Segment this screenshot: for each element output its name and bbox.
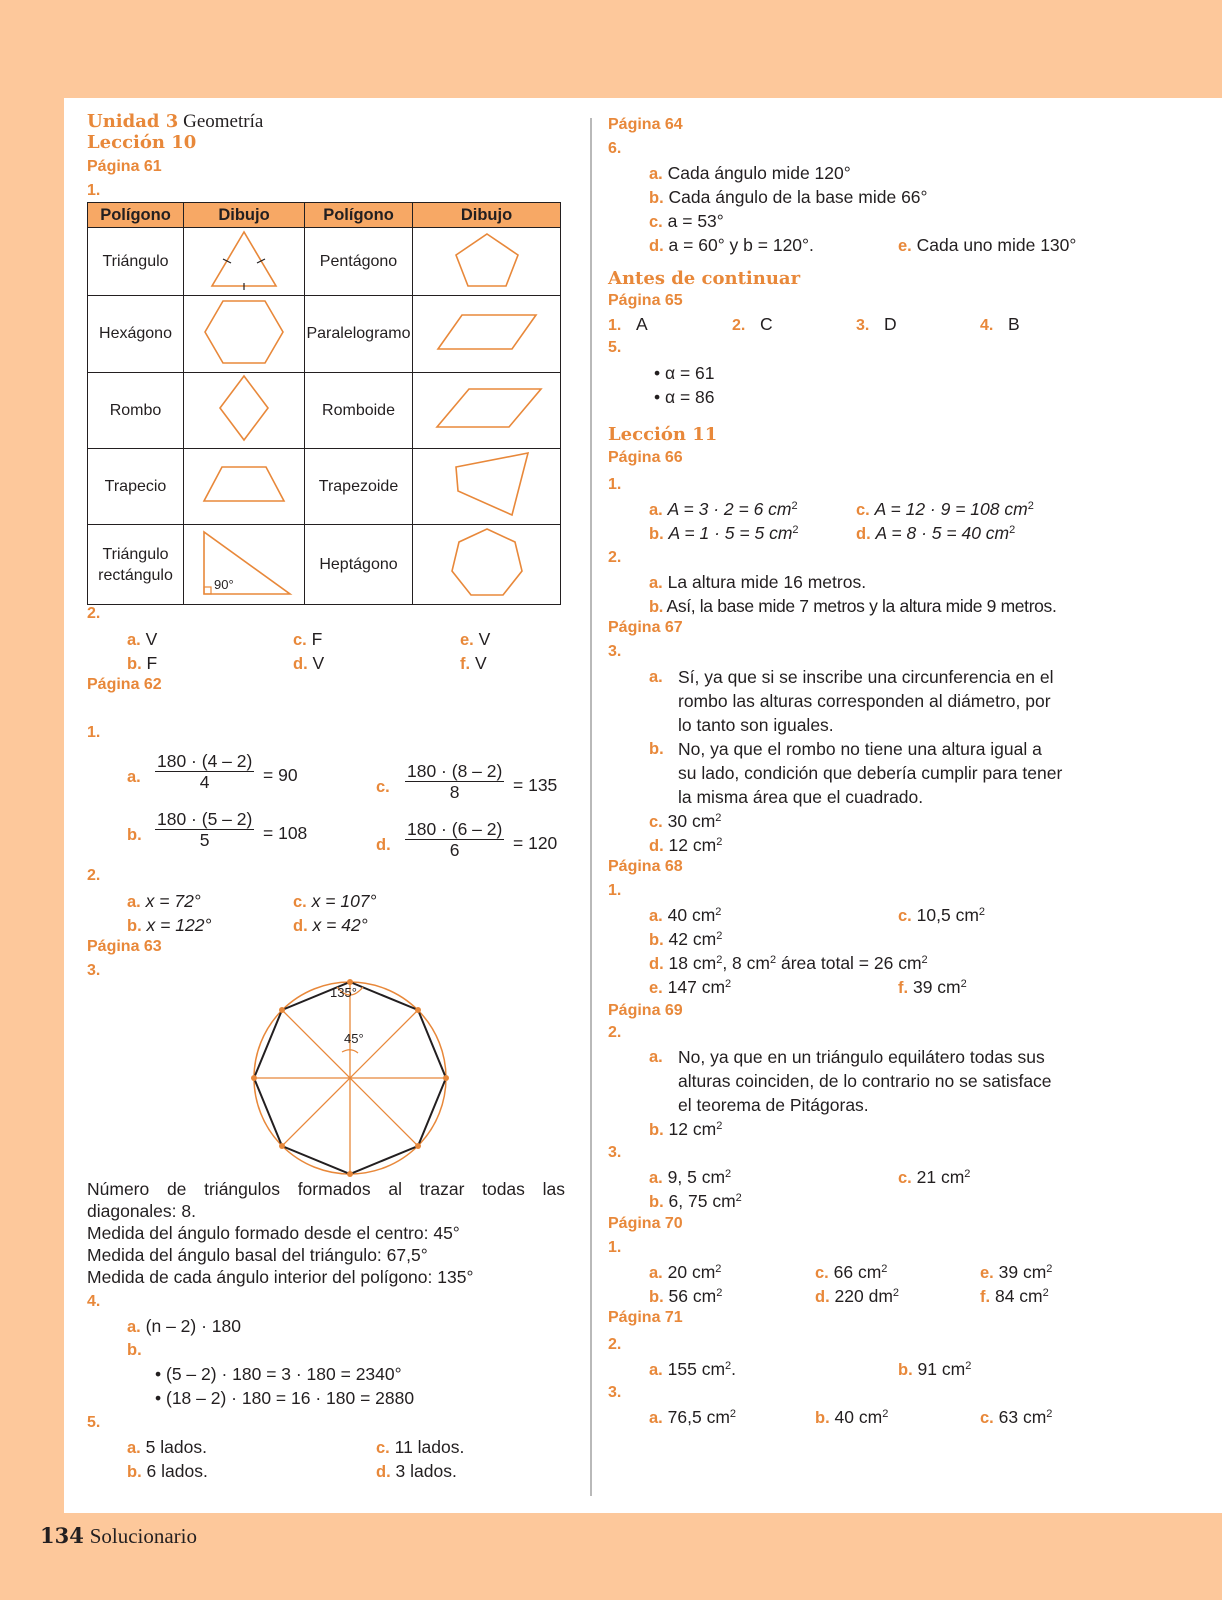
item-letter: a. xyxy=(649,668,663,686)
list-item: 3. D xyxy=(856,314,897,334)
list-item: c. 21 $cm^2$ xyxy=(898,1167,971,1187)
trapezoid-drawing xyxy=(184,449,305,525)
page-ref: Página 70 xyxy=(608,1215,683,1232)
list-item: c. 30 $cm^2$ xyxy=(649,811,722,831)
bullet-item: • α = 86 xyxy=(654,387,715,407)
list-item: c. 10,5 $cm^2$ xyxy=(898,905,986,925)
page-ref: Página 71 xyxy=(608,1309,683,1326)
fraction-result: = 135 xyxy=(513,775,558,795)
question-number: 4. xyxy=(87,1293,101,1310)
bullet-item: • (18 – 2) · 180 = 16 · 180 = 2880 xyxy=(155,1388,415,1408)
octagon-diagram xyxy=(245,977,455,1179)
fraction: $\frac{180 \cdot (5 - 2)}{5}$ xyxy=(157,809,253,850)
list-item: d. V xyxy=(293,653,325,673)
list-item: a. x = 72° xyxy=(127,891,201,911)
list-item: a. 20 $cm^2$ xyxy=(649,1262,722,1282)
list-item: a. 40 $cm^2$ xyxy=(649,905,722,925)
list-item: c. A = 12 · 9 = 108 $cm^2$ xyxy=(856,499,1034,519)
question-number: 3. xyxy=(608,1384,622,1401)
list-item: e. Cada uno mide 130° xyxy=(898,235,1077,255)
list-item: a. V xyxy=(127,629,158,649)
lesson-heading: Lección 11 xyxy=(608,424,718,445)
parallelogram-drawing xyxy=(413,296,561,373)
octagon-center-angle-label: 45° xyxy=(344,1031,364,1046)
list-item: c. 11 lados. xyxy=(376,1437,465,1457)
question-number: 1. xyxy=(87,182,101,199)
list-item: b. 6 lados. xyxy=(127,1461,208,1481)
list-item: a. 155 $cm^2$. xyxy=(649,1359,737,1379)
paragraph-line: rombo las alturas corresponden al diámetro, por xyxy=(678,691,1051,711)
page-ref: Página 64 xyxy=(608,116,683,133)
fraction-result: = 120 xyxy=(513,833,558,853)
list-item: b. A = 1 · 5 = 5 $cm^2$ xyxy=(649,523,799,543)
polygon-name-text: Triángulo rectángulo xyxy=(98,545,173,584)
list-item: 2. C xyxy=(732,314,773,334)
list-item: b. Así, la base mide 7 metros y la altura mide 9 metros. xyxy=(649,596,1057,616)
question-number: 2. xyxy=(608,549,622,566)
polygon-name: Trapezoide xyxy=(305,449,413,525)
table-row xyxy=(88,449,561,525)
list-item: b. 12 $cm^2$ xyxy=(649,1119,723,1139)
fraction-result: = 90 xyxy=(263,765,298,785)
list-item: d. x = 42° xyxy=(293,915,368,935)
polygon-name xyxy=(88,525,184,605)
list-item: d. a = 60° y b = 120°. xyxy=(649,235,814,255)
paragraph-line: alturas coinciden, de lo contrario no se satisface xyxy=(678,1071,1052,1091)
paragraph-line: su lado, condición que debería cumplir para tener xyxy=(678,763,1063,783)
heptagon-drawing xyxy=(413,525,561,605)
list-item: d. 18 $cm^2$, 8 $cm^2$ área total = 26 $cm^2$ xyxy=(649,953,928,973)
fraction-result: = 108 xyxy=(263,823,308,843)
rhombus-drawing xyxy=(184,373,305,449)
list-item: a. Cada ángulo mide 120° xyxy=(649,163,851,183)
list-item: a. La altura mide 16 metros. xyxy=(649,572,867,592)
polygon-name: Pentágono xyxy=(305,228,413,296)
question-number: 1. xyxy=(608,476,622,493)
polygon-name: Heptágono xyxy=(305,525,413,605)
list-item: d. 220 $dm^2$ xyxy=(815,1286,900,1306)
list-item: a. 9, 5 $cm^2$ xyxy=(649,1167,732,1187)
list-item: b. 56 $cm^2$ xyxy=(649,1286,723,1306)
page-ref: Página 62 xyxy=(87,676,162,693)
column-header: Dibujo xyxy=(413,203,561,228)
list-item: b. Cada ángulo de la base mide 66° xyxy=(649,187,928,207)
polygon-table xyxy=(87,202,561,605)
paragraph-line: la misma área que el cuadrado. xyxy=(678,787,924,807)
list-item: c. x = 107° xyxy=(293,891,377,911)
column-header: Polígono xyxy=(88,203,184,228)
fraction: $\frac{180 \cdot (6 - 2)}{6}$ xyxy=(407,819,503,860)
list-item: b. 42 $cm^2$ xyxy=(649,929,723,949)
list-item: e. 147 $cm^2$ xyxy=(649,977,732,997)
list-item: a. (n – 2) · 180 xyxy=(127,1316,241,1336)
paragraph-line: el teorema de Pitágoras. xyxy=(678,1095,869,1115)
item-letter: a. xyxy=(127,768,141,786)
item-letter: a. xyxy=(649,1048,663,1066)
question-number: 2. xyxy=(608,1336,622,1353)
item-letter: c. xyxy=(376,778,390,796)
polygon-name: Trapecio xyxy=(88,449,184,525)
list-item: a. 76,5 $cm^2$ xyxy=(649,1407,737,1427)
pentagon-drawing xyxy=(413,228,561,296)
list-item: d. 12 $cm^2$ xyxy=(649,835,723,855)
item-letter: b. xyxy=(649,740,664,758)
column-divider xyxy=(590,118,592,1496)
lesson-heading: Lección 10 xyxy=(87,132,197,153)
list-item: b. 91 $cm^2$ xyxy=(898,1359,972,1379)
page-ref: Página 69 xyxy=(608,1002,683,1019)
trapezoid-irregular-drawing xyxy=(413,449,561,525)
hexagon-drawing xyxy=(184,296,305,373)
page-ref: Página 67 xyxy=(608,619,683,636)
page-ref: Página 68 xyxy=(608,858,683,875)
list-item: c. 63 $cm^2$ xyxy=(980,1407,1053,1427)
rhomboid-drawing xyxy=(413,373,561,449)
page-ref: Página 66 xyxy=(608,449,683,466)
list-item: e. V xyxy=(460,629,491,649)
question-number: 3. xyxy=(87,962,101,979)
question-number: 3. xyxy=(608,1144,622,1161)
paragraph-line: No, ya que en un triángulo equilátero todas sus xyxy=(678,1047,1045,1067)
paragraph-line: Medida del ángulo formado desde el centro: 45° xyxy=(87,1223,460,1243)
triangle-drawing xyxy=(184,228,305,296)
table-row xyxy=(88,296,561,373)
polygon-name: Rombo xyxy=(88,373,184,449)
item-letter: d. xyxy=(376,836,391,854)
paragraph-line: diagonales: 8. xyxy=(87,1201,196,1221)
fraction: $\frac{180 \cdot (8 - 2)}{8}$ xyxy=(407,761,503,802)
section-heading: Antes de continuar xyxy=(608,268,801,289)
page-ref: Página 61 xyxy=(87,158,162,175)
paragraph-line: Medida de cada ángulo interior del polígono: 135° xyxy=(87,1267,474,1287)
list-item: a. 5 lados. xyxy=(127,1437,207,1457)
list-item: d. A = 8 · 5 = 40 $cm^2$ xyxy=(856,523,1016,543)
page-footer xyxy=(40,1523,197,1549)
list-item: b. x = 122° xyxy=(127,915,212,935)
page-ref: Página 63 xyxy=(87,938,162,955)
list-item: a. A = 3 · 2 = 6 $cm^2$ xyxy=(649,499,798,519)
list-item: c. F xyxy=(293,629,323,649)
polygon-name: Hexágono xyxy=(88,296,184,373)
question-number: 1. xyxy=(608,1239,622,1256)
list-item: b. F xyxy=(127,653,158,673)
bullet-item: • α = 61 xyxy=(654,363,715,383)
table-header-row xyxy=(88,203,561,228)
question-number: 5. xyxy=(87,1414,101,1431)
list-item: f. V xyxy=(460,653,487,673)
footer-section: Solucionario xyxy=(89,1524,198,1548)
question-number: 2. xyxy=(608,1024,622,1041)
paragraph-line: No, ya que el rombo no tiene una altura igual a xyxy=(678,739,1042,759)
item-letter: b. xyxy=(127,826,142,844)
right-angle-label: 90° xyxy=(214,577,234,592)
column-header: Dibujo xyxy=(184,203,305,228)
list-item: c. a = 53° xyxy=(649,211,724,231)
list-item: 1. A xyxy=(608,314,648,334)
paragraph-line: Medida del ángulo basal del triángulo: 67,5° xyxy=(87,1245,428,1265)
list-item: d. 3 lados. xyxy=(376,1461,457,1481)
table-row xyxy=(88,373,561,449)
page-number: 134 xyxy=(40,1523,84,1548)
polygon-name: Triángulo xyxy=(88,228,184,296)
paragraph-line: Sí, ya que si se inscribe una circunferencia en el xyxy=(678,667,1054,687)
list-item: 4. B xyxy=(980,314,1020,334)
polygon-name: Paralelogramo xyxy=(305,296,413,373)
paragraph-line: lo tanto son iguales. xyxy=(678,715,834,735)
paragraph-line: Número de triángulos formados al trazar todas las xyxy=(87,1179,565,1199)
fraction: $\frac{180 \cdot (4 - 2)}{4}$ xyxy=(157,751,253,792)
item-letter: b. xyxy=(127,1341,142,1359)
list-item: b. 6, 75 $cm^2$ xyxy=(649,1191,742,1211)
right-triangle-drawing xyxy=(184,525,305,605)
octagon-vertex-angle-label: 135° xyxy=(330,985,357,1000)
table-row xyxy=(88,228,561,296)
question-number: 5. xyxy=(608,339,622,356)
question-number: 6. xyxy=(608,140,622,157)
list-item: f. 39 $cm^2$ xyxy=(898,977,967,997)
question-number: 2. xyxy=(87,605,101,622)
bullet-item: • (5 – 2) · 180 = 3 · 180 = 2340° xyxy=(155,1364,402,1384)
list-item: b. 40 $cm^2$ xyxy=(815,1407,889,1427)
polygon-name: Romboide xyxy=(305,373,413,449)
question-number: 3. xyxy=(608,643,622,660)
question-number: 1. xyxy=(608,882,622,899)
page-ref: Página 65 xyxy=(608,292,683,309)
question-number: 2. xyxy=(87,867,101,884)
list-item: e. 39 $cm^2$ xyxy=(980,1262,1053,1282)
list-item: c. 66 $cm^2$ xyxy=(815,1262,888,1282)
list-item: f. 84 $cm^2$ xyxy=(980,1286,1049,1306)
table-row xyxy=(88,525,561,605)
unit-heading: Unidad 3 Geometría xyxy=(87,111,264,132)
question-number: 1. xyxy=(87,724,101,741)
column-header: Polígono xyxy=(305,203,413,228)
